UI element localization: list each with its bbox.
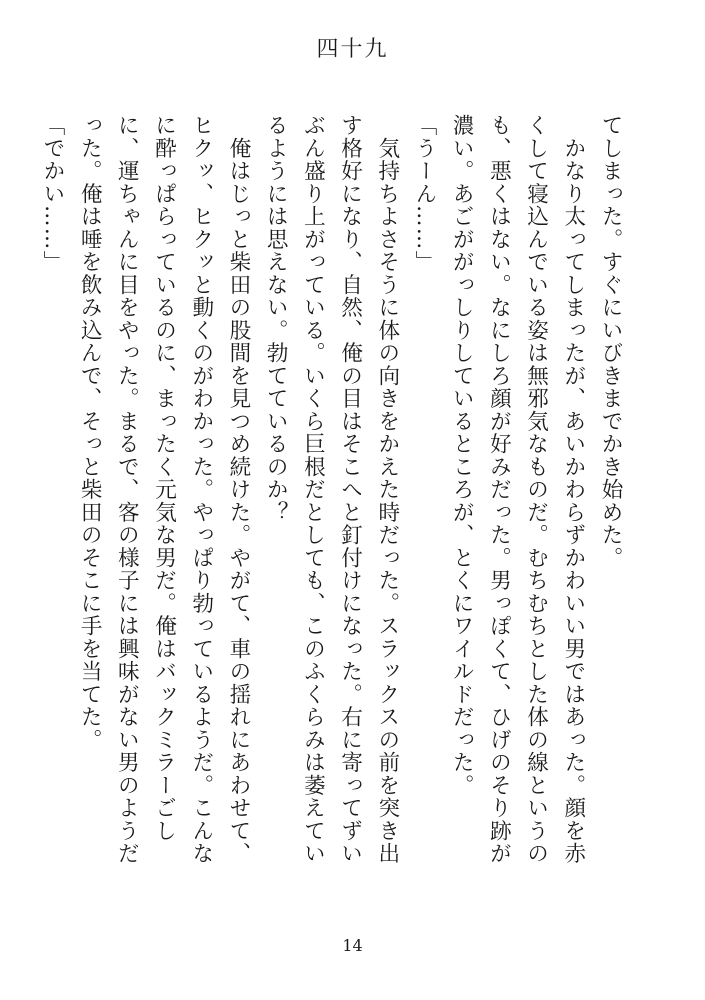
paragraph-3: 「うーん……」 [411,114,437,274]
paragraph-1: てしまった。すぐにいびきまでかき始めた。 [598,114,623,569]
paragraph-6: 「でかい……」 [39,114,65,274]
paragraph-2: かなり太ってしまったが、あいかわらずかわいい男ではあった。顔を赤くして寝込んでいる姿は無邪気なものだ。むちむちとした体の線というのも、悪くはない。なにしろ顔が好みだった。男っぽくて、ひげのそり跡が濃い。あごががっしりしているところが、とくにワイルドだった。 [449,114,586,865]
paragraph-4: 気持ちよさそうに体の向きをかえた時だった。スラックスの前を突き出す格好になり、自然、俺の目はそこへと釘付けになった。右に寄ってずいぶん盛り上がっている。いくら巨根だとしても、このふくらみは萎えているようには思えない。勃てているのか？ [263,114,400,865]
page-number: 14 [342,936,363,955]
chapter-title: 四十九 [316,37,389,62]
paragraph-5: 俺はじっと柴田の股間を見つめ続けた。やがて、車の揺れにあわせて、ヒクッ、ヒクッと動くのがわかった。やっぱり勃っているようだ。こんなに酔っぱらっているのに、まったく元気な男だ。俺はバックミラーごしに、運ちゃんに目をやった。まるで、客の様子には興味がない男のようだった。俺は唾を飲み込んで、そっと柴田のそこに手を当てた。 [77,114,251,865]
body-text [34,114,629,874]
